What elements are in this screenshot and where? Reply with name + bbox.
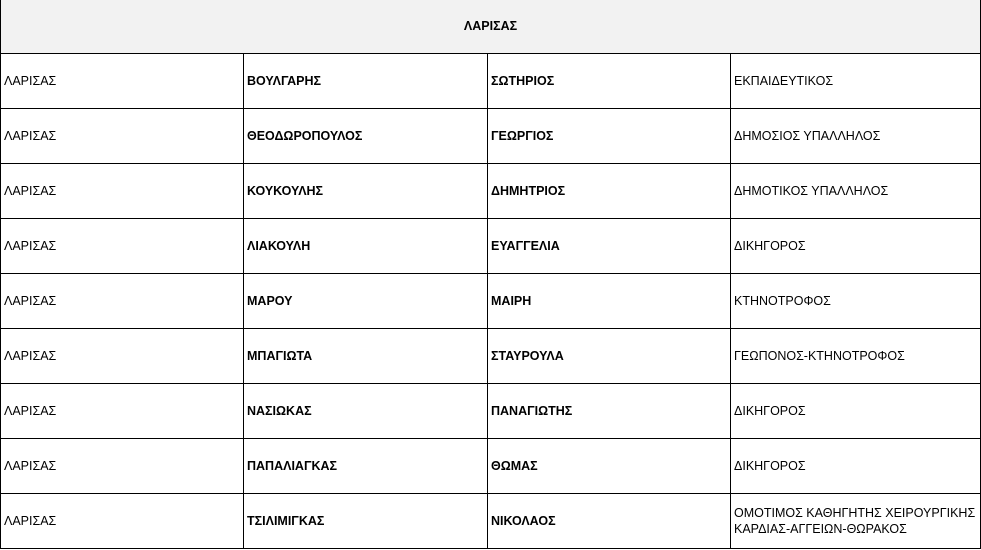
table-row [1, 329, 981, 384]
surname-cell: ΘΕΟΔΩΡΟΠΟΥΛΟΣ [244, 109, 488, 164]
table-row [1, 494, 981, 549]
name-cell: ΠΑΝΑΓΙΩΤΗΣ [488, 384, 731, 439]
profession-cell: ΔΙΚΗΓΟΡΟΣ [731, 219, 981, 274]
table-row [1, 439, 981, 494]
region-cell: ΛΑΡΙΣΑΣ [1, 274, 244, 329]
profession-cell: ΓΕΩΠΟΝΟΣ-ΚΤΗΝΟΤΡΟΦΟΣ [731, 329, 981, 384]
table-header-row [1, 0, 981, 54]
region-cell: ΛΑΡΙΣΑΣ [1, 164, 244, 219]
table-row [1, 274, 981, 329]
profession-cell: ΕΚΠΑΙΔΕΥΤΙΚΟΣ [731, 54, 981, 109]
table-row [1, 109, 981, 164]
region-cell: ΛΑΡΙΣΑΣ [1, 439, 244, 494]
surname-cell: ΝΑΣΙΩΚΑΣ [244, 384, 488, 439]
table-row [1, 384, 981, 439]
surname-cell: ΛΙΑΚΟΥΛΗ [244, 219, 488, 274]
region-cell: ΛΑΡΙΣΑΣ [1, 384, 244, 439]
name-cell: ΔΗΜΗΤΡΙΟΣ [488, 164, 731, 219]
surname-cell: ΤΣΙΛΙΜΙΓΚΑΣ [244, 494, 488, 549]
table-body [1, 0, 981, 549]
profession-cell: ΔΙΚΗΓΟΡΟΣ [731, 384, 981, 439]
name-cell: ΜΑΙΡΗ [488, 274, 731, 329]
surname-cell: ΜΑΡΟΥ [244, 274, 488, 329]
region-cell: ΛΑΡΙΣΑΣ [1, 109, 244, 164]
name-cell: ΣΤΑΥΡΟΥΛΑ [488, 329, 731, 384]
region-cell: ΛΑΡΙΣΑΣ [1, 54, 244, 109]
surname-cell: ΒΟΥΛΓΑΡΗΣ [244, 54, 488, 109]
name-cell: ΕΥΑΓΓΕΛΙΑ [488, 219, 731, 274]
region-cell: ΛΑΡΙΣΑΣ [1, 494, 244, 549]
region-header: ΛΑΡΙΣΑΣ [1, 0, 981, 54]
region-cell: ΛΑΡΙΣΑΣ [1, 219, 244, 274]
profession-cell: ΔΙΚΗΓΟΡΟΣ [731, 439, 981, 494]
table-row [1, 219, 981, 274]
surname-cell: ΠΑΠΑΛΙΑΓΚΑΣ [244, 439, 488, 494]
name-cell: ΘΩΜΑΣ [488, 439, 731, 494]
surname-cell: ΜΠΑΓΙΩΤΑ [244, 329, 488, 384]
profession-cell: ΚΤΗΝΟΤΡΟΦΟΣ [731, 274, 981, 329]
name-cell: ΣΩΤΗΡΙΟΣ [488, 54, 731, 109]
name-cell: ΝΙΚΟΛΑΟΣ [488, 494, 731, 549]
table-row [1, 54, 981, 109]
profession-cell: ΔΗΜΟΤΙΚΟΣ ΥΠΑΛΛΗΛΟΣ [731, 164, 981, 219]
table-row [1, 164, 981, 219]
profession-cell: ΟΜΟΤΙΜΟΣ ΚΑΘΗΓΗΤΗΣ ΧΕΙΡΟΥΡΓΙΚΗΣ ΚΑΡΔΙΑΣ-ΑΓΓΕΙΩΝ-ΘΩΡΑΚΟΣ [731, 494, 981, 549]
region-cell: ΛΑΡΙΣΑΣ [1, 329, 244, 384]
surname-cell: ΚΟΥΚΟΥΛΗΣ [244, 164, 488, 219]
name-cell: ΓΕΩΡΓΙΟΣ [488, 109, 731, 164]
profession-cell: ΔΗΜΟΣΙΟΣ ΥΠΑΛΛΗΛΟΣ [731, 109, 981, 164]
